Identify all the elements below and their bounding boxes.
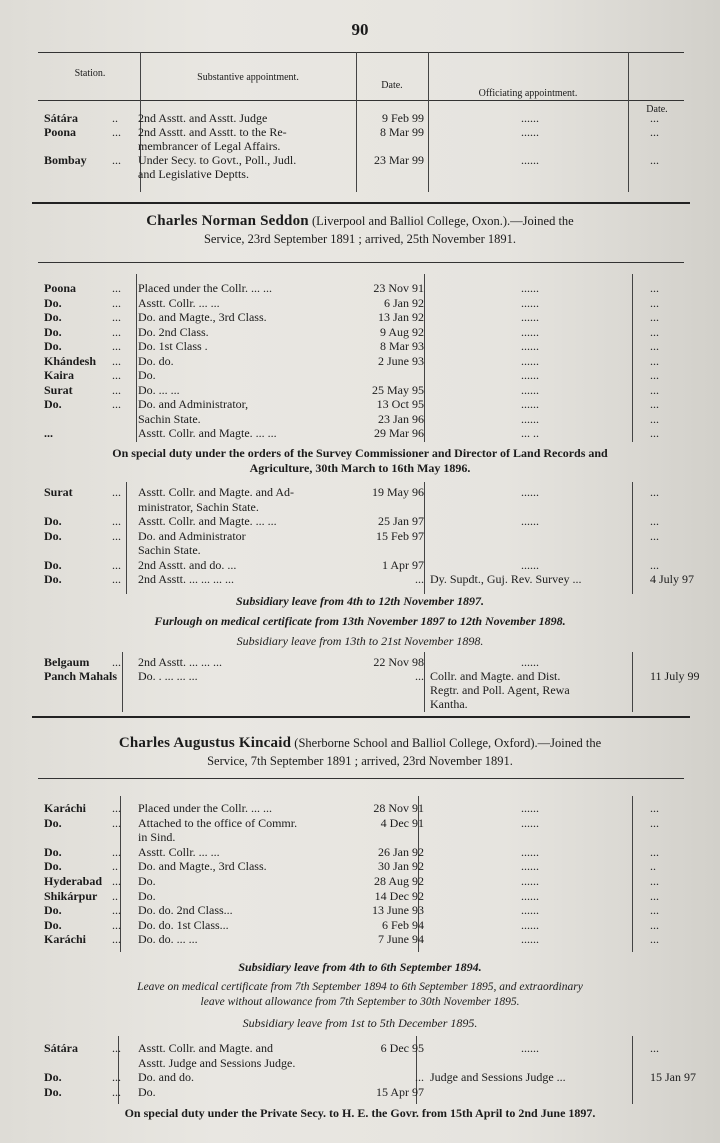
appointment-cell: Do. <box>138 888 156 903</box>
leader-dots: ... <box>112 801 121 815</box>
leader-dots: ... <box>112 310 121 324</box>
date-cell: 26 Jan 92 <box>378 844 424 859</box>
leader-dots: ... <box>112 1084 121 1099</box>
officiating-cell: ...... <box>521 557 539 572</box>
table-row <box>0 530 720 543</box>
officer-name: Charles Norman Seddon <box>146 213 309 229</box>
date2-cell: ... <box>650 411 659 426</box>
officer-heading <box>40 214 680 229</box>
appointment-cell: 2nd Asstt. and Asstt. to the Re- <box>138 125 287 139</box>
leader-dots: .. <box>112 111 118 125</box>
station-cell: Do. <box>44 397 62 411</box>
date-cell: 29 Mar 96 <box>374 426 424 440</box>
officiating-cell: ...... <box>521 411 539 426</box>
date-cell: 4 Dec 91 <box>380 815 424 830</box>
special-duty-note: On special duty under the Private Secy. to H. E. the Govr. from 15th April to 2nd June 1897. <box>124 1106 596 1120</box>
table-row <box>0 573 720 586</box>
station-cell: Kaira <box>44 368 74 382</box>
station-cell: Do. <box>44 514 62 528</box>
leader-dots: ... <box>112 153 121 167</box>
table-row <box>0 831 720 844</box>
date-cell: 9 Aug 92 <box>379 324 424 339</box>
officiating-cell: ...... <box>521 353 539 368</box>
leave-note: Subsidiary leave from 4th to 12th November 1897. <box>236 594 484 608</box>
officiating-cell: ...... <box>521 339 539 353</box>
station-cell: Surat <box>44 382 73 397</box>
leader-dots: ... <box>112 557 121 572</box>
station-cell: Poona <box>44 125 77 139</box>
station-cell: Do. <box>44 917 62 932</box>
appointment-cell: Asstt. Collr. and Magte. and <box>138 1041 273 1055</box>
station-cell: Bombay <box>44 153 87 167</box>
officiating-cell: ...... <box>521 874 539 888</box>
appointment-cell: Placed under the Collr. ... ... <box>138 281 272 295</box>
date-cell: 6 Feb 94 <box>382 917 424 932</box>
date2-cell: ... <box>650 528 659 543</box>
station-cell: Do. <box>44 572 62 586</box>
table-row <box>0 544 720 557</box>
date-cell: 13 Jan 92 <box>378 310 424 324</box>
leader-dots: ... <box>112 655 121 669</box>
date2-cell: ... <box>650 125 659 139</box>
date-cell: 25 Jan 97 <box>378 514 424 528</box>
leave-note-2: Subsidiary leave from 13th to 21st November 1898. <box>236 634 484 648</box>
officiating-cell: ...... <box>521 397 539 411</box>
date2-cell: ... <box>650 844 659 859</box>
table-row <box>0 340 720 353</box>
station-cell: Do. <box>44 324 62 339</box>
date2-cell: .. <box>650 859 656 874</box>
table-row <box>0 282 720 295</box>
appointment-cell: 2nd Asstt. ... ... ... ... <box>138 572 235 586</box>
appointment-cell: Do. . ... ... ... <box>138 669 198 683</box>
date-cell: 2 June 93 <box>378 353 424 368</box>
date-cell: 1 Apr 97 <box>382 557 424 572</box>
date-cell: 14 Dec 92 <box>374 888 424 903</box>
date-cell: 15 Apr 97 <box>376 1084 424 1099</box>
date2-cell: ... <box>650 324 659 339</box>
leader-dots: .. <box>112 859 118 874</box>
leader-dots: ... <box>112 1041 121 1055</box>
table-header-rule <box>38 100 684 101</box>
station-cell: Do. <box>44 1070 62 1084</box>
station-cell: Belgaum <box>44 655 90 669</box>
appointment-cell: Sachin State. <box>138 411 201 426</box>
officiating-cell: ...... <box>521 815 539 830</box>
station-cell: Do. <box>44 859 62 874</box>
date-cell: 23 Mar 99 <box>374 153 424 167</box>
date-cell: 28 Nov 91 <box>373 801 424 815</box>
appointment-cell: Do. 1st Class . <box>138 339 208 353</box>
station-cell: Do. <box>44 1084 62 1099</box>
officiating-cell: Dy. Supdt., Guj. Rev. Survey ... <box>430 572 582 586</box>
special-duty-note-2: Agriculture, 30th March to 16th May 1896. <box>249 461 471 475</box>
table-row <box>0 802 720 815</box>
appointment-cell: Asstt. Collr. ... ... <box>138 295 220 310</box>
medical-leave-note: Leave on medical certificate from 7th September 1894 to 6th September 1895, and extraordinary <box>137 981 583 993</box>
date-cell: 9 Feb 99 <box>382 111 424 125</box>
appointment-cell: Do. and Administrator <box>138 528 246 543</box>
officiating-header: Officiating appointment. <box>478 88 578 99</box>
leader-dots: ... <box>112 917 121 932</box>
officiating-cell: ...... <box>521 368 539 382</box>
table-row <box>0 326 720 339</box>
date2-cell: ... <box>650 815 659 830</box>
page-number: 90 <box>351 20 369 39</box>
station-cell: Panch Mahals <box>44 669 118 683</box>
date2-cell: ... <box>650 485 659 499</box>
date2-cell: ... <box>650 903 659 918</box>
officiating-cell: ...... <box>521 485 539 499</box>
officiating-cell: ...... <box>521 801 539 815</box>
leader-dots: ... <box>112 903 121 918</box>
appointment-cell: Asstt. Collr. and Magte. ... ... <box>138 426 277 440</box>
station-cell: Khándesh <box>44 353 97 368</box>
appointment-cell: Do. ... ... <box>138 382 180 397</box>
table-row <box>0 817 720 830</box>
date-cell: 28 Aug 92 <box>373 874 424 888</box>
appointment-cell: 2nd Asstt. ... ... ... <box>138 655 223 669</box>
table-row <box>0 1071 720 1084</box>
station-cell: Karáchi <box>44 932 86 947</box>
date-cell: 6 Dec 95 <box>380 1041 424 1055</box>
date2-cell: ... <box>650 353 659 368</box>
appointment-cell: Do. <box>138 1084 156 1099</box>
appointment-cell: Do. do. ... ... <box>138 932 198 947</box>
table-row <box>0 684 720 697</box>
date2-cell: 11 July 99 <box>650 669 700 683</box>
table-row <box>0 875 720 888</box>
appointment-cell: Do. do. <box>138 353 174 368</box>
table-rule <box>38 262 684 263</box>
date-cell: 6 Jan 92 <box>384 295 424 310</box>
table-row <box>0 698 720 711</box>
medical-leave-note-2: leave without allowance from 7th September to 30th November 1895. <box>200 996 520 1008</box>
table-row <box>0 297 720 310</box>
officer-bio: (Sherborne School and Balliol College, Oxford).—Joined the <box>294 736 602 750</box>
table-row <box>0 559 720 572</box>
appointment-cell: Attached to the office of Commr. <box>138 815 298 830</box>
date2-cell: ... <box>650 801 659 815</box>
date-cell: ... <box>415 1070 424 1084</box>
table-row <box>0 1057 720 1070</box>
leader-dots: ... <box>112 572 121 586</box>
appointment-cell: Do. and Administrator, <box>138 397 249 411</box>
officiating-cell: ...... <box>521 903 539 918</box>
table-row <box>0 413 720 426</box>
leader-dots: ... <box>112 874 121 888</box>
leader-dots: .. <box>112 888 118 903</box>
table-row <box>0 112 720 125</box>
leader-dots: ... <box>112 932 121 947</box>
table-row <box>0 904 720 917</box>
leader-dots: ... <box>112 281 121 295</box>
date-cell: 23 Jan 96 <box>378 411 424 426</box>
appointment-cell: Do. <box>138 874 156 888</box>
leader-dots: ... <box>112 528 121 543</box>
table-row <box>0 860 720 873</box>
date2-cell: 15 Jan 97 <box>650 1070 696 1084</box>
section-rule <box>32 202 690 204</box>
section-rule <box>32 716 690 718</box>
officer-bio-line2: Service, 23rd September 1891 ; arrived, 25th November 1891. <box>203 232 517 246</box>
appointment-cell: Do. and Magte., 3rd Class. <box>138 310 267 324</box>
station-cell: Surat <box>44 485 73 499</box>
station-header: Station. <box>74 68 106 79</box>
appointment-cell: Do. and Magte., 3rd Class. <box>138 859 267 874</box>
date-cell: 19 May 96 <box>372 485 424 499</box>
leave-note: Subsidiary leave from 4th to 6th September 1894. <box>238 960 482 974</box>
appointment-cell: Sachin State. <box>138 543 201 557</box>
officiating-cell: ...... <box>521 111 539 125</box>
table-row <box>0 168 720 181</box>
date-cell: ... <box>415 669 424 683</box>
appointment-cell: Do. and do. <box>138 1070 194 1084</box>
officiating-cell: ... .. <box>521 426 539 440</box>
date-cell: 25 May 95 <box>372 382 424 397</box>
table-row <box>0 1086 720 1099</box>
leader-dots: ... <box>112 514 121 528</box>
table-row <box>0 933 720 946</box>
date-cell: 7 June 94 <box>378 932 424 947</box>
date-cell: 15 Feb 97 <box>376 528 424 543</box>
leader-dots: ... <box>112 844 121 859</box>
date-cell: ... <box>415 572 424 586</box>
table-row <box>0 486 720 499</box>
date2-cell: ... <box>650 426 659 440</box>
leader-dots: ... <box>112 125 121 139</box>
leader-dots: ... <box>112 295 121 310</box>
officer-name: Charles Augustus Kincaid <box>118 735 292 751</box>
date2-cell: ... <box>650 368 659 382</box>
table-row <box>0 515 720 528</box>
date-cell: 13 June 93 <box>372 903 424 918</box>
table-row <box>0 126 720 139</box>
date-header: Date. <box>381 80 403 91</box>
date2-header: Date. <box>646 104 668 115</box>
officiating-cell: ...... <box>521 1041 539 1055</box>
date-cell: 8 Mar 93 <box>380 339 424 353</box>
station-cell: Do. <box>44 557 62 572</box>
officiating-cell: ...... <box>521 655 539 669</box>
appointment-cell: Do. do. 1st Class... <box>138 917 229 932</box>
table-row <box>0 355 720 368</box>
officiating-cell: ...... <box>521 295 539 310</box>
date-cell: 8 Mar 99 <box>380 125 424 139</box>
officiating-cell: ...... <box>521 382 539 397</box>
officiating-cell: ...... <box>521 859 539 874</box>
appointment-cell: Do. 2nd Class. <box>138 324 209 339</box>
appointment-cell: Do. <box>138 368 156 382</box>
officiating-cell: ...... <box>521 281 539 295</box>
substantive-header: Substantive appointment. <box>197 72 299 83</box>
appointment-cell: Do. do. 2nd Class... <box>138 903 233 918</box>
date2-cell: ... <box>650 153 659 167</box>
table-row <box>0 670 720 683</box>
table-row <box>0 384 720 397</box>
station-cell: Do. <box>44 339 62 353</box>
table-row <box>0 369 720 382</box>
appointment-cell: Asstt. Judge and Sessions Judge. <box>138 1055 296 1070</box>
officiating-cell: Regtr. and Poll. Agent, Rewa <box>430 683 570 697</box>
leader-dots: ... <box>112 353 121 368</box>
date2-cell: ... <box>650 310 659 324</box>
officiating-cell: Judge and Sessions Judge ... <box>430 1070 566 1084</box>
date2-cell: ... <box>650 888 659 903</box>
date2-cell: ... <box>650 111 659 125</box>
appointment-cell: Asstt. Collr. and Magte. ... ... <box>138 514 277 528</box>
leader-dots: ... <box>112 339 121 353</box>
appointment-cell: Asstt. Collr. ... ... <box>138 844 220 859</box>
table-row <box>0 501 720 514</box>
table-row <box>0 1042 720 1055</box>
date2-cell: ... <box>650 1041 659 1055</box>
appointment-cell: and Legislative Deptts. <box>138 167 249 181</box>
officiating-cell: Kantha. <box>430 697 468 711</box>
station-cell: ... <box>44 426 53 440</box>
table-row <box>0 140 720 153</box>
date-cell: 23 Nov 91 <box>373 281 424 295</box>
date-cell: 30 Jan 92 <box>378 859 424 874</box>
date2-cell: 4 July 97 <box>650 572 695 586</box>
officiating-cell: ...... <box>521 310 539 324</box>
officiating-cell: ...... <box>521 888 539 903</box>
leader-dots: ... <box>112 368 121 382</box>
station-cell: Do. <box>44 903 62 918</box>
date2-cell: ... <box>650 295 659 310</box>
station-cell: Do. <box>44 815 62 830</box>
table-rule <box>38 778 684 779</box>
date2-cell: ... <box>650 557 659 572</box>
station-cell: Sátára <box>44 111 78 125</box>
table-row <box>0 398 720 411</box>
officer-bio-line2: Service, 7th September 1891 ; arrived, 23rd November 1891. <box>207 754 513 768</box>
table-row <box>0 656 720 669</box>
officer-bio: (Liverpool and Balliol College, Oxon.).—Joined the <box>311 214 574 228</box>
appointment-cell: membrancer of Legal Affairs. <box>138 139 281 153</box>
officiating-cell: ...... <box>521 932 539 947</box>
appointment-cell: ministrator, Sachin State. <box>138 499 259 514</box>
appointment-cell: in Sind. <box>138 830 176 845</box>
date2-cell: ... <box>650 874 659 888</box>
appointment-cell: Placed under the Collr. ... ... <box>138 801 272 815</box>
station-cell: Do. <box>44 528 62 543</box>
officer-heading <box>40 736 680 751</box>
table-row <box>0 919 720 932</box>
officiating-cell: ...... <box>521 514 539 528</box>
station-cell: Do. <box>44 844 62 859</box>
table-row <box>0 154 720 167</box>
station-cell: Do. <box>44 295 62 310</box>
station-cell: Shikárpur <box>44 888 98 903</box>
date2-cell: ... <box>650 382 659 397</box>
leader-dots: ... <box>112 397 121 411</box>
station-cell: Hyderabad <box>44 874 103 888</box>
leader-dots: ... <box>112 815 121 830</box>
leader-dots: ... <box>112 324 121 339</box>
date-cell: 22 Nov 98 <box>373 655 424 669</box>
date2-cell: ... <box>650 932 659 947</box>
station-cell: Karáchi <box>44 801 86 815</box>
officiating-cell: ...... <box>521 917 539 932</box>
appointment-cell: Asstt. Collr. and Magte. and Ad- <box>138 485 294 499</box>
table-row <box>0 311 720 324</box>
appointment-cell: Under Secy. to Govt., Poll., Judl. <box>138 153 297 167</box>
leader-dots: ... <box>112 382 121 397</box>
date-cell: 13 Oct 95 <box>376 397 424 411</box>
station-cell: Sátára <box>44 1041 78 1055</box>
table-row <box>0 427 720 440</box>
special-duty-note: On special duty under the orders of the Survey Commissioner and Director of Land Records and <box>112 446 608 460</box>
table-row <box>0 890 720 903</box>
officiating-cell: ...... <box>521 153 539 167</box>
appointment-cell: 2nd Asstt. and do. ... <box>138 557 237 572</box>
leader-dots: ... <box>112 485 121 499</box>
table-top-rule <box>38 52 684 53</box>
appointment-cell: 2nd Asstt. and Asstt. Judge <box>138 111 268 125</box>
date2-cell: ... <box>650 397 659 411</box>
station-cell: Do. <box>44 310 62 324</box>
date2-cell: ... <box>650 917 659 932</box>
leader-dots: ... <box>112 1070 121 1084</box>
leave-note-2: Subsidiary leave from 1st to 5th December 1895. <box>242 1016 478 1030</box>
officiating-cell: ...... <box>521 125 539 139</box>
date2-cell: ... <box>650 339 659 353</box>
station-cell: Poona <box>44 281 77 295</box>
officiating-cell: ...... <box>521 324 539 339</box>
officiating-cell: Collr. and Magte. and Dist. <box>430 669 561 683</box>
date2-cell: ... <box>650 514 659 528</box>
furlough-note: Furlough on medical certificate from 13th November 1897 to 12th November 1898. <box>154 614 566 628</box>
date2-cell: ... <box>650 281 659 295</box>
table-row <box>0 846 720 859</box>
officiating-cell: ...... <box>521 844 539 859</box>
